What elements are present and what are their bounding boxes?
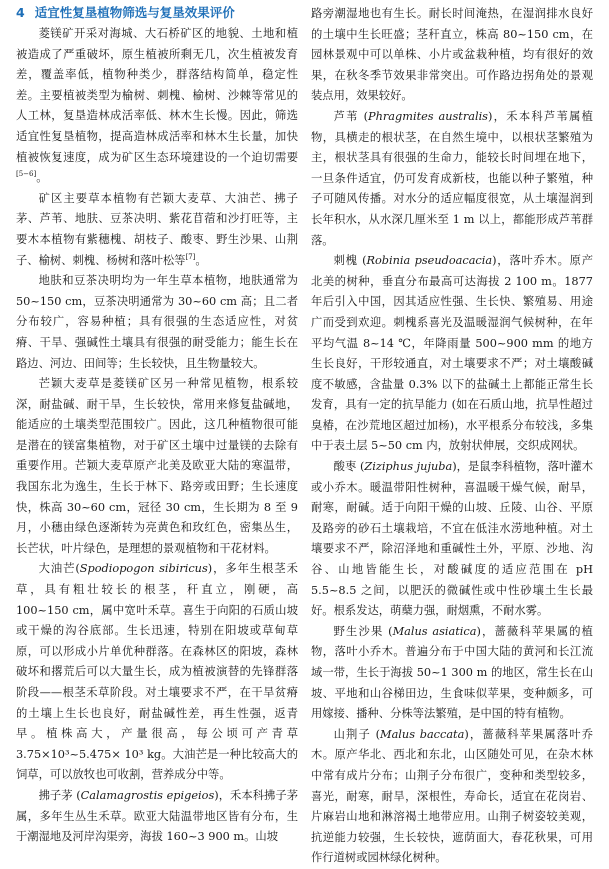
text-run: )，禾本科拂子茅属，多年生丛生禾草。欧亚大陆温带地区皆有分布，生于潮湿地及河岸沟渠旁，海拔 160~3 900 m。山坡 bbox=[16, 788, 298, 844]
body-paragraph bbox=[311, 622, 593, 725]
species-name: Malus asiatica bbox=[392, 624, 477, 638]
text-run: 地肤和豆茶决明均为一年生草本植物，地肤通常为 50~150 cm，豆茶决明通常为 30~60 cm 高；且二者分布较广，容易种植；具有很强的生态适应性，对贫瘠、干旱、强碱性土壤具有很强的耐受能力；能生长在路边、河边、田间等；生长较快，且生物量较大。 bbox=[16, 274, 298, 370]
text-run: 菱镁矿开采对海城、大石桥矿区的地貌、土地和植被造成了严重破坏，原生植被所剩无几，次生植被发育差，覆盖率低，植物种类少，群落结构简单，稳定性差。主要植被类型为榆树、刺槐、榆树、沙棘等常见的人工林，复垦造林成活率低、林木生长慢。因此，筛选适宜性复垦植物，提高造林成活率和林木生长量，加快植被恢复速度，成为矿区生态环境建设的一个迫切需要 bbox=[16, 27, 298, 164]
citation-ref: [7] bbox=[185, 252, 196, 261]
body-paragraph bbox=[16, 24, 298, 189]
body-paragraph bbox=[311, 251, 593, 457]
species-name: Malus baccata bbox=[380, 727, 465, 741]
left-column bbox=[16, 4, 298, 844]
text-run: 大油芒( bbox=[38, 562, 80, 576]
body-paragraph bbox=[16, 786, 298, 848]
text-run: 野生沙果 ( bbox=[333, 624, 393, 638]
section-number: 4 bbox=[16, 5, 25, 20]
right-column bbox=[311, 4, 593, 865]
text-run: 刺槐 ( bbox=[333, 254, 367, 268]
text-run: 拂子茅 ( bbox=[38, 788, 81, 802]
text-run: )，蔷薇科苹果属落叶乔木。原产华北、西北和东北，山区随处可见，在杂木林中常有成片分布；山荆子分布很广，变种和类型较多，喜光，耐寒，耐旱，深根性，寿命长，适宜在花岗岩、片麻岩山地和淋溶褐土地带应用。山荆子树姿较美观，抗逆能力较强，生长较快，遮荫面大，春花秋果，可用作行道树或园林绿化树种。 bbox=[311, 727, 593, 865]
section-title: 适宜性复垦植物筛选与复垦效果评价 bbox=[34, 5, 235, 20]
text-run: 芦苇 ( bbox=[333, 109, 369, 123]
text-run: 矿区主要草本植物有芒颖大麦草、大油芒、拂子茅、芦苇、地肤、豆茶决明、紫花苜蓿和沙打旺等，主要木本植物有紫穗槐、胡枝子、酸枣、野生沙果、山荆子、榆树、刺槐、杨树和落叶松等 bbox=[16, 191, 298, 267]
body-paragraph bbox=[16, 374, 298, 559]
text-run: 路旁潮湿地也有生长。耐长时间淹热，在湿润排水良好的土壤中生长旺盛；茎秆直立，株高 80~150 cm，在园林景观中可以单株、小片或盆栽种植，均有很好的效果，在秋冬季节效果非常突出。可作路边拐角处的景观装点用，效果较好。 bbox=[311, 7, 593, 103]
species-name: Robinia pseudoacacia bbox=[366, 254, 493, 268]
text-run: )，蔷薇科苹果属的植物，落叶小乔木。普遍分布于中国大陆的黄河和长江流域一带，生长于海拔 50~1 300 m 的地区，常生长在山坡、平地和山谷梯田边，生食味似苹果，变种颇多，可用嫁接、播种、分株等法繁殖，是中国的特有植物。 bbox=[311, 624, 593, 721]
citation-ref: [5−6] bbox=[16, 170, 37, 179]
body-paragraph bbox=[311, 4, 593, 107]
text-run: )，多年生根茎禾草，具有粗壮较长的根茎，秆直立，刚硬，高 100~150 cm，属中宽叶禾草。喜生于向阳的石质山坡或干燥的沟谷底部。生长迅速，特别在阳坡或草甸草原，可以形成小片单优种群落。在森林区的阳坡，森林破坏和撂荒后可以大量生长，成为植被演替的先锋群落阶段——根茎禾草阶段。对土壤要求不严，在干旱贫瘠的土壤上生长也良好，耐盐碱性差，再生性强，返青早。植株高大，产量很高，每公顷可产青草 3.75×10³~5.475× 10³ kg。大油芒是一种比较高大的饲草，可以放牧也可收割，营养成分中等。 bbox=[16, 562, 298, 782]
body-paragraph bbox=[311, 725, 593, 869]
body-paragraph bbox=[311, 107, 593, 251]
text-run: )，禾本科芦苇属植物，具横走的根状茎，在自然生境中，以根状茎繁殖为主，根状茎具有很强的生命力，能较长时间埋在地下，一旦条件适宜，仍可发育成新枝，也能以种子繁殖，种子可随风传播。对水分的适应幅度很宽，从土壤湿润到长年积水，从水深几厘米至 1 m 以上，都能形成芦苇群落。 bbox=[311, 109, 593, 247]
species-name: Ziziphus jujuba bbox=[364, 460, 453, 474]
body-paragraph bbox=[16, 189, 298, 271]
text-run: 芒颖大麦草是菱镁矿区另一种常见植物，根系较深，耐盐碱、耐干旱，生长较快，常用来修复盐碱地，能适应的土壤类型范围较广。因此，这几种植物很可能是潜在的镁富集植物，对于矿区土壤中过量镁的去除有重要作用。芒颖大麦草原产北美及欧亚大陆的寒温带，我国东北为逸生，生长于林下、路旁或田野；生长速度快，株高 30~60 cm，冠径 30 cm，生长期为 8 至 9 月，小穗由绿色逐渐转为亮黄色和玫红色，密集丛生，长芒状，叶片绿色，是理想的景观植物和干花材料。 bbox=[16, 377, 298, 555]
text-run: )，是鼠李科植物，落叶灌木或小乔木。暖温带阳性树种，喜温暖干燥气候，耐旱，耐寒，耐碱。适于向阳干燥的山坡、丘陵、山谷、平原及路旁的砂石土壤栽培，不宜在低洼水涝地种植。对土壤要求不严，除沼泽地和重碱性土外，平原、沙地、沟谷、山地皆能生长，对酸碱度的适应范围在 pH 5.5~8.5 之间，以肥沃的微碱性或中性砂壤土生长最好。根系发达，萌蘖力强，耐烟熏，不耐水雾。 bbox=[311, 460, 593, 618]
section-heading bbox=[16, 4, 298, 22]
text-run: 。 bbox=[195, 253, 207, 267]
text-run: 。 bbox=[36, 171, 48, 185]
species-name: Calamagrostis epigeios bbox=[80, 788, 215, 802]
text-run: )，落叶乔木。原产北美的树种，垂直分布最高可达海拔 2 100 m。1877 年后引入中国，因其适应性强、生长快、繁殖易、用途广而受到欢迎。刺槐系喜光及温暖湿润气候树种，在年平均气温 8~14 ℃，年降雨量 500~900 mm 的地方生长良好，干形较通直，对土壤要求不严；对土壤酸碱度不敏感，含盐量 0.3% 以下的盐碱土上都能正常生长发育，具有一定的抗旱能力 (如在石质山地，抗旱性超过臭椿，在沙荒地区超过加杨)，水平根系分布较浅，多集中于表土层 5~50 cm 内，放射状伸展，交织成网状。 bbox=[311, 254, 593, 453]
text-run: 酸枣 ( bbox=[333, 460, 365, 474]
text-run: 山荆子 ( bbox=[333, 727, 380, 741]
species-name: Spodiopogon sibiricus bbox=[79, 562, 208, 576]
body-paragraph bbox=[16, 271, 298, 374]
species-name: Phragmites australis bbox=[368, 109, 488, 123]
body-paragraph bbox=[311, 457, 593, 622]
